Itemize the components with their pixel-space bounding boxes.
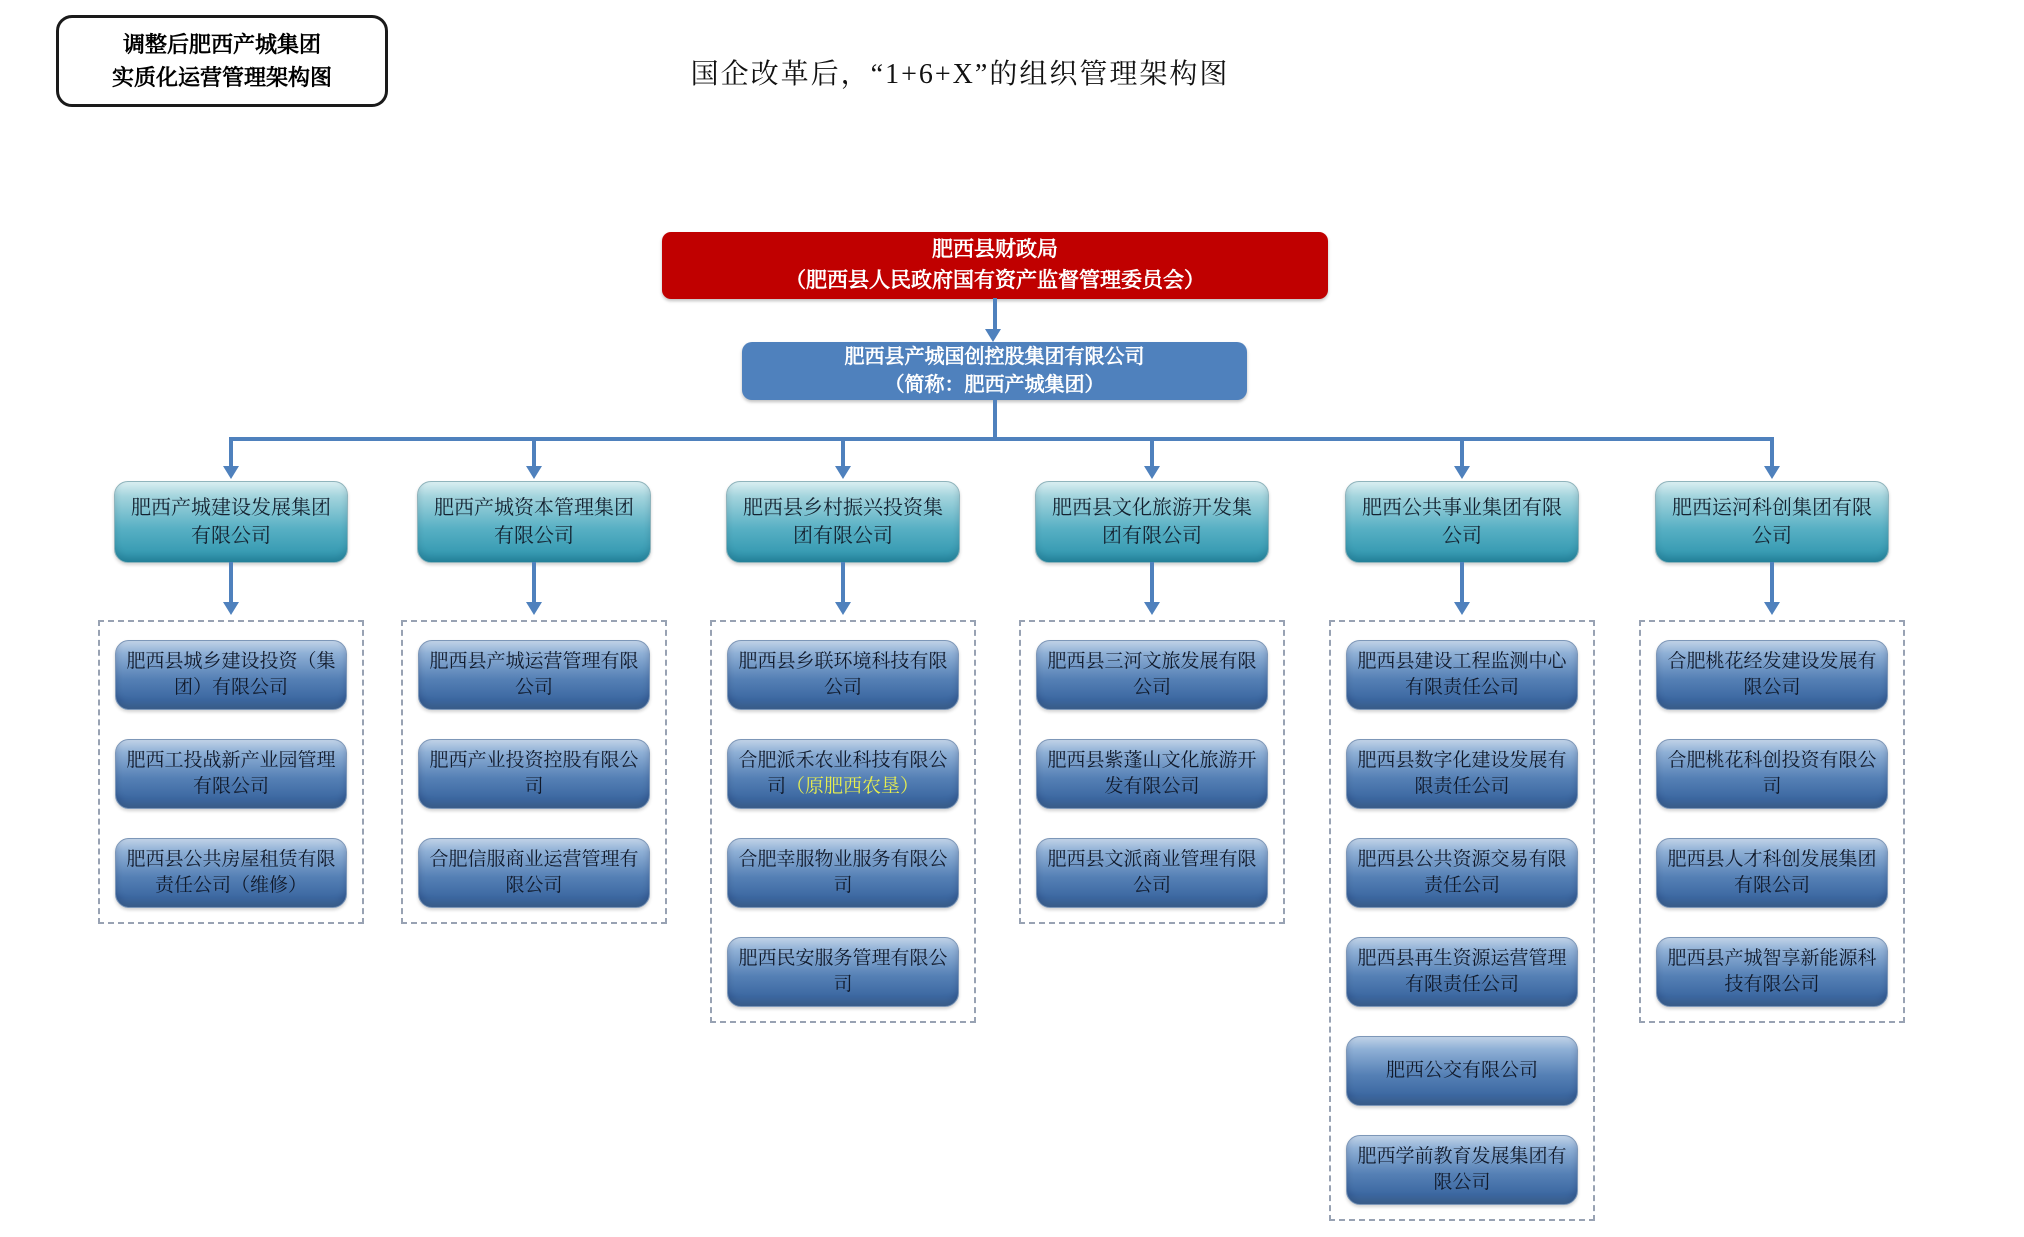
connector-children-6 bbox=[1770, 562, 1774, 604]
group-label: 肥西产城建设发展集团有限公司 bbox=[131, 496, 331, 547]
company-label: 肥西县公共房屋租赁有限责任公司（维修） bbox=[126, 848, 336, 896]
company-label: 肥西县公共资源交易有限责任公司 bbox=[1357, 848, 1567, 896]
arrowhead-icon bbox=[835, 602, 851, 615]
company-label: 肥西县文派商业管理有限公司 bbox=[1047, 848, 1257, 896]
company-node bbox=[115, 838, 347, 908]
subsidiaries-container-3 bbox=[710, 620, 976, 1023]
node-holding-group bbox=[742, 342, 1247, 400]
company-label: 肥西产业投资控股有限公司 bbox=[429, 749, 639, 797]
company-node bbox=[1656, 739, 1888, 809]
arrowhead-icon bbox=[1764, 466, 1780, 479]
node-finance-bureau bbox=[662, 232, 1328, 299]
company-label: 肥西公交有限公司 bbox=[1385, 1059, 1538, 1081]
company-label: 肥西县紫蓬山文化旅游开发有限公司 bbox=[1047, 749, 1257, 797]
company-node bbox=[1656, 937, 1888, 1007]
chart-title-box bbox=[56, 15, 388, 107]
group-label: 肥西县文化旅游开发集团有限公司 bbox=[1052, 496, 1252, 547]
connector-branch-6 bbox=[1770, 437, 1774, 467]
company-label: 肥西县再生资源运营管理有限责任公司 bbox=[1357, 947, 1567, 995]
subsidiaries-container-1 bbox=[98, 620, 364, 924]
company-label: 肥西工投战新产业园管理有限公司 bbox=[126, 749, 336, 797]
company-node bbox=[727, 838, 959, 908]
company-label: 合肥桃花科创投资有限公司 bbox=[1667, 749, 1877, 797]
company-node bbox=[1656, 640, 1888, 710]
arrowhead-icon bbox=[526, 466, 542, 479]
chart-title-line1: 调整后肥西产城集团 bbox=[122, 32, 321, 57]
company-label: 合肥幸服物业服务有限公司 bbox=[738, 848, 948, 896]
subsidiaries-container-2 bbox=[401, 620, 667, 924]
company-label: 肥西县城乡建设投资（集团）有限公司 bbox=[126, 650, 336, 698]
arrowhead-icon bbox=[223, 466, 239, 479]
root-line1: 肥西县财政局 bbox=[932, 238, 1058, 262]
company-node bbox=[1346, 838, 1578, 908]
group-label: 肥西产城资本管理集团有限公司 bbox=[434, 496, 634, 547]
company-node bbox=[1346, 1135, 1578, 1205]
arrowhead-icon bbox=[1454, 466, 1470, 479]
company-node bbox=[1036, 640, 1268, 710]
connector-branch-3 bbox=[841, 437, 845, 467]
connector-children-5 bbox=[1460, 562, 1464, 604]
connector-root-to-holding bbox=[993, 298, 997, 331]
connector-branch-1 bbox=[229, 437, 233, 467]
connector-children-3 bbox=[841, 562, 845, 604]
connector-children-4 bbox=[1150, 562, 1154, 604]
company-node bbox=[1346, 937, 1578, 1007]
connector-branch-5 bbox=[1460, 437, 1464, 467]
chart-title-line2: 实质化运营管理架构图 bbox=[111, 65, 332, 90]
arrowhead-icon bbox=[1764, 602, 1780, 615]
company-node bbox=[418, 838, 650, 908]
root-line2: （肥西县人民政府国有资产监督管理委员会） bbox=[785, 268, 1205, 292]
holding-line1: 肥西县产城国创控股集团有限公司 bbox=[844, 346, 1145, 368]
company-label: 肥西县产城智享新能源科技有限公司 bbox=[1667, 947, 1877, 995]
company-label: 肥西县建设工程监测中心有限责任公司 bbox=[1357, 650, 1567, 698]
group-label: 肥西运河科创集团有限公司 bbox=[1672, 496, 1872, 547]
company-label-main: 合肥派禾农业科技有限公司 bbox=[738, 749, 948, 797]
holding-line2: （简称：肥西产城集团） bbox=[884, 374, 1105, 396]
group-label: 肥西公共事业集团有限公司 bbox=[1362, 496, 1562, 547]
company-label: 合肥信服商业运营管理有限公司 bbox=[429, 848, 639, 896]
node-group-public-utilities bbox=[1345, 481, 1579, 563]
company-node bbox=[1346, 739, 1578, 809]
company-label: 合肥桃花经发建设发展有限公司 bbox=[1667, 650, 1877, 698]
company-node bbox=[1036, 739, 1268, 809]
company-node bbox=[1346, 640, 1578, 710]
company-node-renamed bbox=[727, 739, 959, 809]
connector-holding-to-bus bbox=[993, 399, 997, 439]
company-node bbox=[115, 640, 347, 710]
arrowhead-icon bbox=[1454, 602, 1470, 615]
node-group-canal-tech bbox=[1655, 481, 1889, 563]
subsidiaries-container-6 bbox=[1639, 620, 1905, 1023]
company-node bbox=[418, 640, 650, 710]
connector-children-2 bbox=[532, 562, 536, 604]
arrowhead-icon bbox=[1144, 602, 1160, 615]
connector-branch-2 bbox=[532, 437, 536, 467]
node-group-culture-tourism bbox=[1035, 481, 1269, 563]
connector-children-1 bbox=[229, 562, 233, 604]
subsidiaries-container-5 bbox=[1329, 620, 1595, 1221]
group-label: 肥西县乡村振兴投资集团有限公司 bbox=[743, 496, 943, 547]
node-group-construction bbox=[114, 481, 348, 563]
company-node bbox=[115, 739, 347, 809]
arrowhead-icon bbox=[1144, 466, 1160, 479]
company-label: 肥西县数字化建设发展有限责任公司 bbox=[1357, 749, 1567, 797]
arrowhead-icon bbox=[223, 602, 239, 615]
arrowhead-icon bbox=[835, 466, 851, 479]
company-node bbox=[1346, 1036, 1578, 1106]
company-node bbox=[727, 937, 959, 1007]
connector-branch-4 bbox=[1150, 437, 1154, 467]
company-label: 肥西县人才科创发展集团有限公司 bbox=[1667, 848, 1877, 896]
company-label: 肥西民安服务管理有限公司 bbox=[738, 947, 948, 995]
company-label: 肥西县乡联环境科技有限公司 bbox=[738, 650, 948, 698]
company-label: 肥西县产城运营管理有限公司 bbox=[429, 650, 639, 698]
connector-horizontal-bus bbox=[229, 437, 1774, 441]
node-group-rural-revitalization bbox=[726, 481, 960, 563]
company-label: 肥西县三河文旅发展有限公司 bbox=[1047, 650, 1257, 698]
page-heading: 国企改革后，“1+6+X”的组织管理架构图 bbox=[690, 59, 1230, 90]
company-node bbox=[418, 739, 650, 809]
company-label-former-name: （原肥西农垦） bbox=[786, 776, 920, 797]
arrowhead-icon bbox=[985, 329, 1001, 342]
arrowhead-icon bbox=[526, 602, 542, 615]
company-node bbox=[727, 640, 959, 710]
company-node bbox=[1036, 838, 1268, 908]
node-group-capital bbox=[417, 481, 651, 563]
company-label: 肥西学前教育发展集团有限公司 bbox=[1357, 1145, 1567, 1193]
company-node bbox=[1656, 838, 1888, 908]
subsidiaries-container-4 bbox=[1019, 620, 1285, 924]
company-label bbox=[737, 748, 949, 800]
